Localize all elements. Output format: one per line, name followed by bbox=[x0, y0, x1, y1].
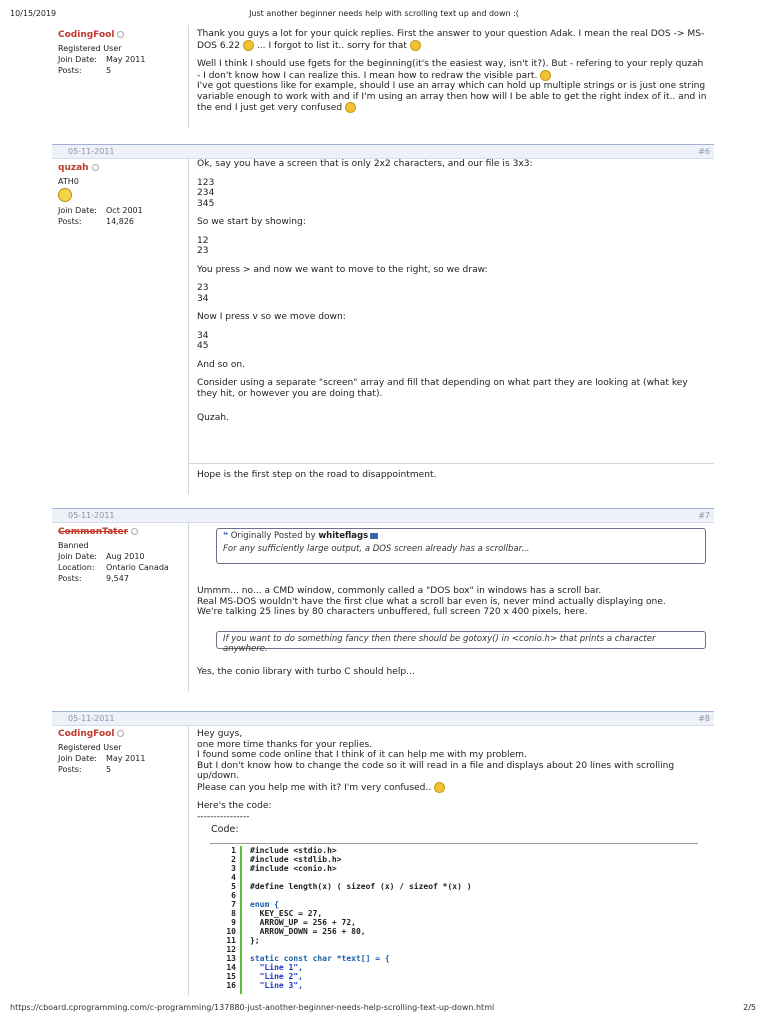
code-line: #include <stdio.h> bbox=[250, 846, 337, 855]
quote-author[interactable]: whiteflags bbox=[318, 531, 369, 541]
code-label: Code: bbox=[211, 824, 239, 835]
column-divider bbox=[188, 522, 189, 692]
line-number: 3 bbox=[231, 864, 236, 873]
user-title: ATH0 bbox=[58, 177, 79, 186]
post5-username[interactable]: CodingFool bbox=[58, 30, 115, 40]
code-line: static const char *text[] = { bbox=[250, 954, 390, 963]
smile-icon bbox=[243, 40, 254, 51]
smile-icon bbox=[410, 40, 421, 51]
line-number: 6 bbox=[231, 891, 236, 900]
post6-content: Ok, say you have a screen that is only 2x2 characters, and our file is 3x3: 123 234 345 So we start by showing: 12 23 You press > and now we want to move to the right, so we draw: 23 34 Now I press v so we move down: 34 45 And so on. Consider using a separate "screen" array and fill that depending on what part they are looking at (what key they hit, or however you are doing that). Quzah. bbox=[197, 159, 688, 423]
code-line: #define length(x) ( sizeof (x) / sizeof *(x) ) bbox=[250, 882, 472, 891]
quote-box: If you want to do something fancy then there should be gotoxy() in <conio.h> that prints a character anywhere. bbox=[216, 631, 706, 649]
post8-content: Hey guys, one more time thanks for your replies. I found some code online that I think of it can help me with my problem. But I don't know how to change the code so it will read in a file and displays about 20 lines with scrolling up/down. Please can you help me with it? I'm very confused.. Here's the code: ---------------- bbox=[197, 729, 675, 822]
print-url: https://cboard.cprogramming.com/c-programming/137880-just-another-beginner-needs-help-scrolling-text-up-down.html bbox=[10, 1003, 495, 1012]
line-number: 15 bbox=[226, 972, 236, 981]
print-title: Just another beginner needs help with scrolling text up and down :( bbox=[249, 9, 519, 18]
line-number: 8 bbox=[231, 909, 236, 918]
line-number: 16 bbox=[226, 981, 236, 990]
column-divider bbox=[188, 158, 189, 494]
post-date: 05-11-2011 bbox=[68, 147, 115, 156]
join-date: May 2011 bbox=[106, 55, 146, 64]
column-divider bbox=[188, 25, 189, 128]
post6-signature: Hope is the first step on the road to disappointment. bbox=[197, 470, 437, 480]
code-divider bbox=[210, 843, 698, 844]
code-line: "Line 1", bbox=[250, 963, 303, 972]
code-line: "Line 2", bbox=[250, 972, 303, 981]
line-number: 1 bbox=[231, 846, 236, 855]
code-line: #include <stdlib.h> bbox=[250, 855, 342, 864]
code-line bbox=[250, 873, 472, 882]
confused-icon bbox=[345, 102, 356, 113]
print-date: 10/15/2019 bbox=[10, 9, 57, 18]
offline-icon bbox=[92, 164, 99, 171]
code-line: ARROW_UP = 256 + 72, bbox=[250, 918, 356, 927]
code-line: }; bbox=[250, 936, 260, 945]
code-line: "Line 3", bbox=[250, 981, 303, 990]
post8-username[interactable]: CodingFool bbox=[58, 729, 115, 739]
quote-text: For any sufficiently large output, a DOS screen already has a scrollbar... bbox=[223, 544, 530, 554]
signature-divider bbox=[188, 463, 714, 464]
offline-icon bbox=[117, 31, 124, 38]
post5-userinfo: CodingFool Registered User Join Date: May 2011 Posts: 5 bbox=[58, 30, 186, 75]
quote-box: ❝ Originally Posted by whiteflags For any sufficiently large output, a DOS screen already has a scrollbar... bbox=[216, 528, 706, 564]
user-title: Registered User bbox=[58, 44, 122, 53]
worried-icon bbox=[434, 782, 445, 793]
line-number: 4 bbox=[231, 873, 236, 882]
post7-closing: Yes, the conio library with turbo C should help... bbox=[197, 667, 415, 677]
post7-username[interactable]: CommonTater bbox=[58, 527, 129, 537]
code-line: KEY_ESC = 27, bbox=[250, 909, 323, 918]
quote-icon: ❝ bbox=[223, 531, 228, 541]
line-number: 10 bbox=[226, 927, 236, 936]
offline-icon bbox=[117, 730, 124, 737]
code-lines bbox=[250, 846, 472, 990]
post8-userinfo: CodingFool Registered User Join Date: May 2011 Posts: 5 bbox=[58, 729, 146, 774]
line-number: 14 bbox=[226, 963, 236, 972]
line-number: 7 bbox=[231, 900, 236, 909]
smile-icon bbox=[540, 70, 551, 81]
code-line: #include <conio.h> bbox=[250, 864, 337, 873]
post-number[interactable]: #6 bbox=[698, 147, 710, 156]
line-number: 2 bbox=[231, 855, 236, 864]
code-line bbox=[250, 891, 472, 900]
line-number: 5 bbox=[231, 882, 236, 891]
column-divider bbox=[188, 725, 189, 995]
line-number: 13 bbox=[226, 954, 236, 963]
post5-content: Thank you guys a lot for your quick replies. First the answer to your question Adak. I mean the real DOS -> MS-DOS 6.22 ... I forgot to list it.. sorry for that Well I think I should use fgets for the beginning(it's the easiest way, isn't it?). But - refering to your reply quzah - I don't know how I can realize this. I mean how to redraw the visible part. I've got questions like for example, should I use an array which can hold up multiple strings or is just one string variable enough to work with and if I'm using an array then how will I be able to get the right index of it.. and in the end I just get very confused bbox=[197, 29, 707, 113]
offline-icon bbox=[131, 528, 138, 535]
post7-content: Ummm... no... a CMD window, commonly called a "DOS box" in windows has a scroll bar. Real MS-DOS wouldn't have the first clue what a scroll bar even is, never mind actually displaying one. We're talking 25 lines by 80 characters unbuffered, full screen 720 x 400 pixels, here. bbox=[197, 586, 666, 617]
code-gutter-bar bbox=[240, 846, 242, 994]
post6-username[interactable]: quzah bbox=[58, 163, 89, 173]
line-number: 12 bbox=[226, 945, 236, 954]
code-line bbox=[250, 945, 472, 954]
post6-header bbox=[52, 144, 714, 159]
post8-header: 05-11-2011 #8 bbox=[52, 711, 714, 726]
line-number: 9 bbox=[231, 918, 236, 927]
post7-header: 05-11-2011 #7 bbox=[52, 508, 714, 523]
view-post-icon[interactable] bbox=[370, 533, 378, 539]
post7-userinfo: CommonTater Banned Join Date: Aug 2010 Location: Ontario Canada Posts: 9,547 bbox=[58, 527, 169, 583]
post-count: 5 bbox=[106, 66, 112, 75]
avatar bbox=[58, 188, 72, 202]
post6-userinfo: quzah ATH0 Join Date: Oct 2001 Posts: 14,826 bbox=[58, 163, 186, 226]
code-line: ARROW_DOWN = 256 + 80, bbox=[250, 927, 366, 936]
code-line: enum { bbox=[250, 900, 279, 909]
code-block[interactable] bbox=[210, 846, 698, 994]
print-page-number: 2/5 bbox=[743, 1003, 756, 1012]
line-numbers bbox=[210, 846, 236, 990]
line-number: 11 bbox=[226, 936, 236, 945]
